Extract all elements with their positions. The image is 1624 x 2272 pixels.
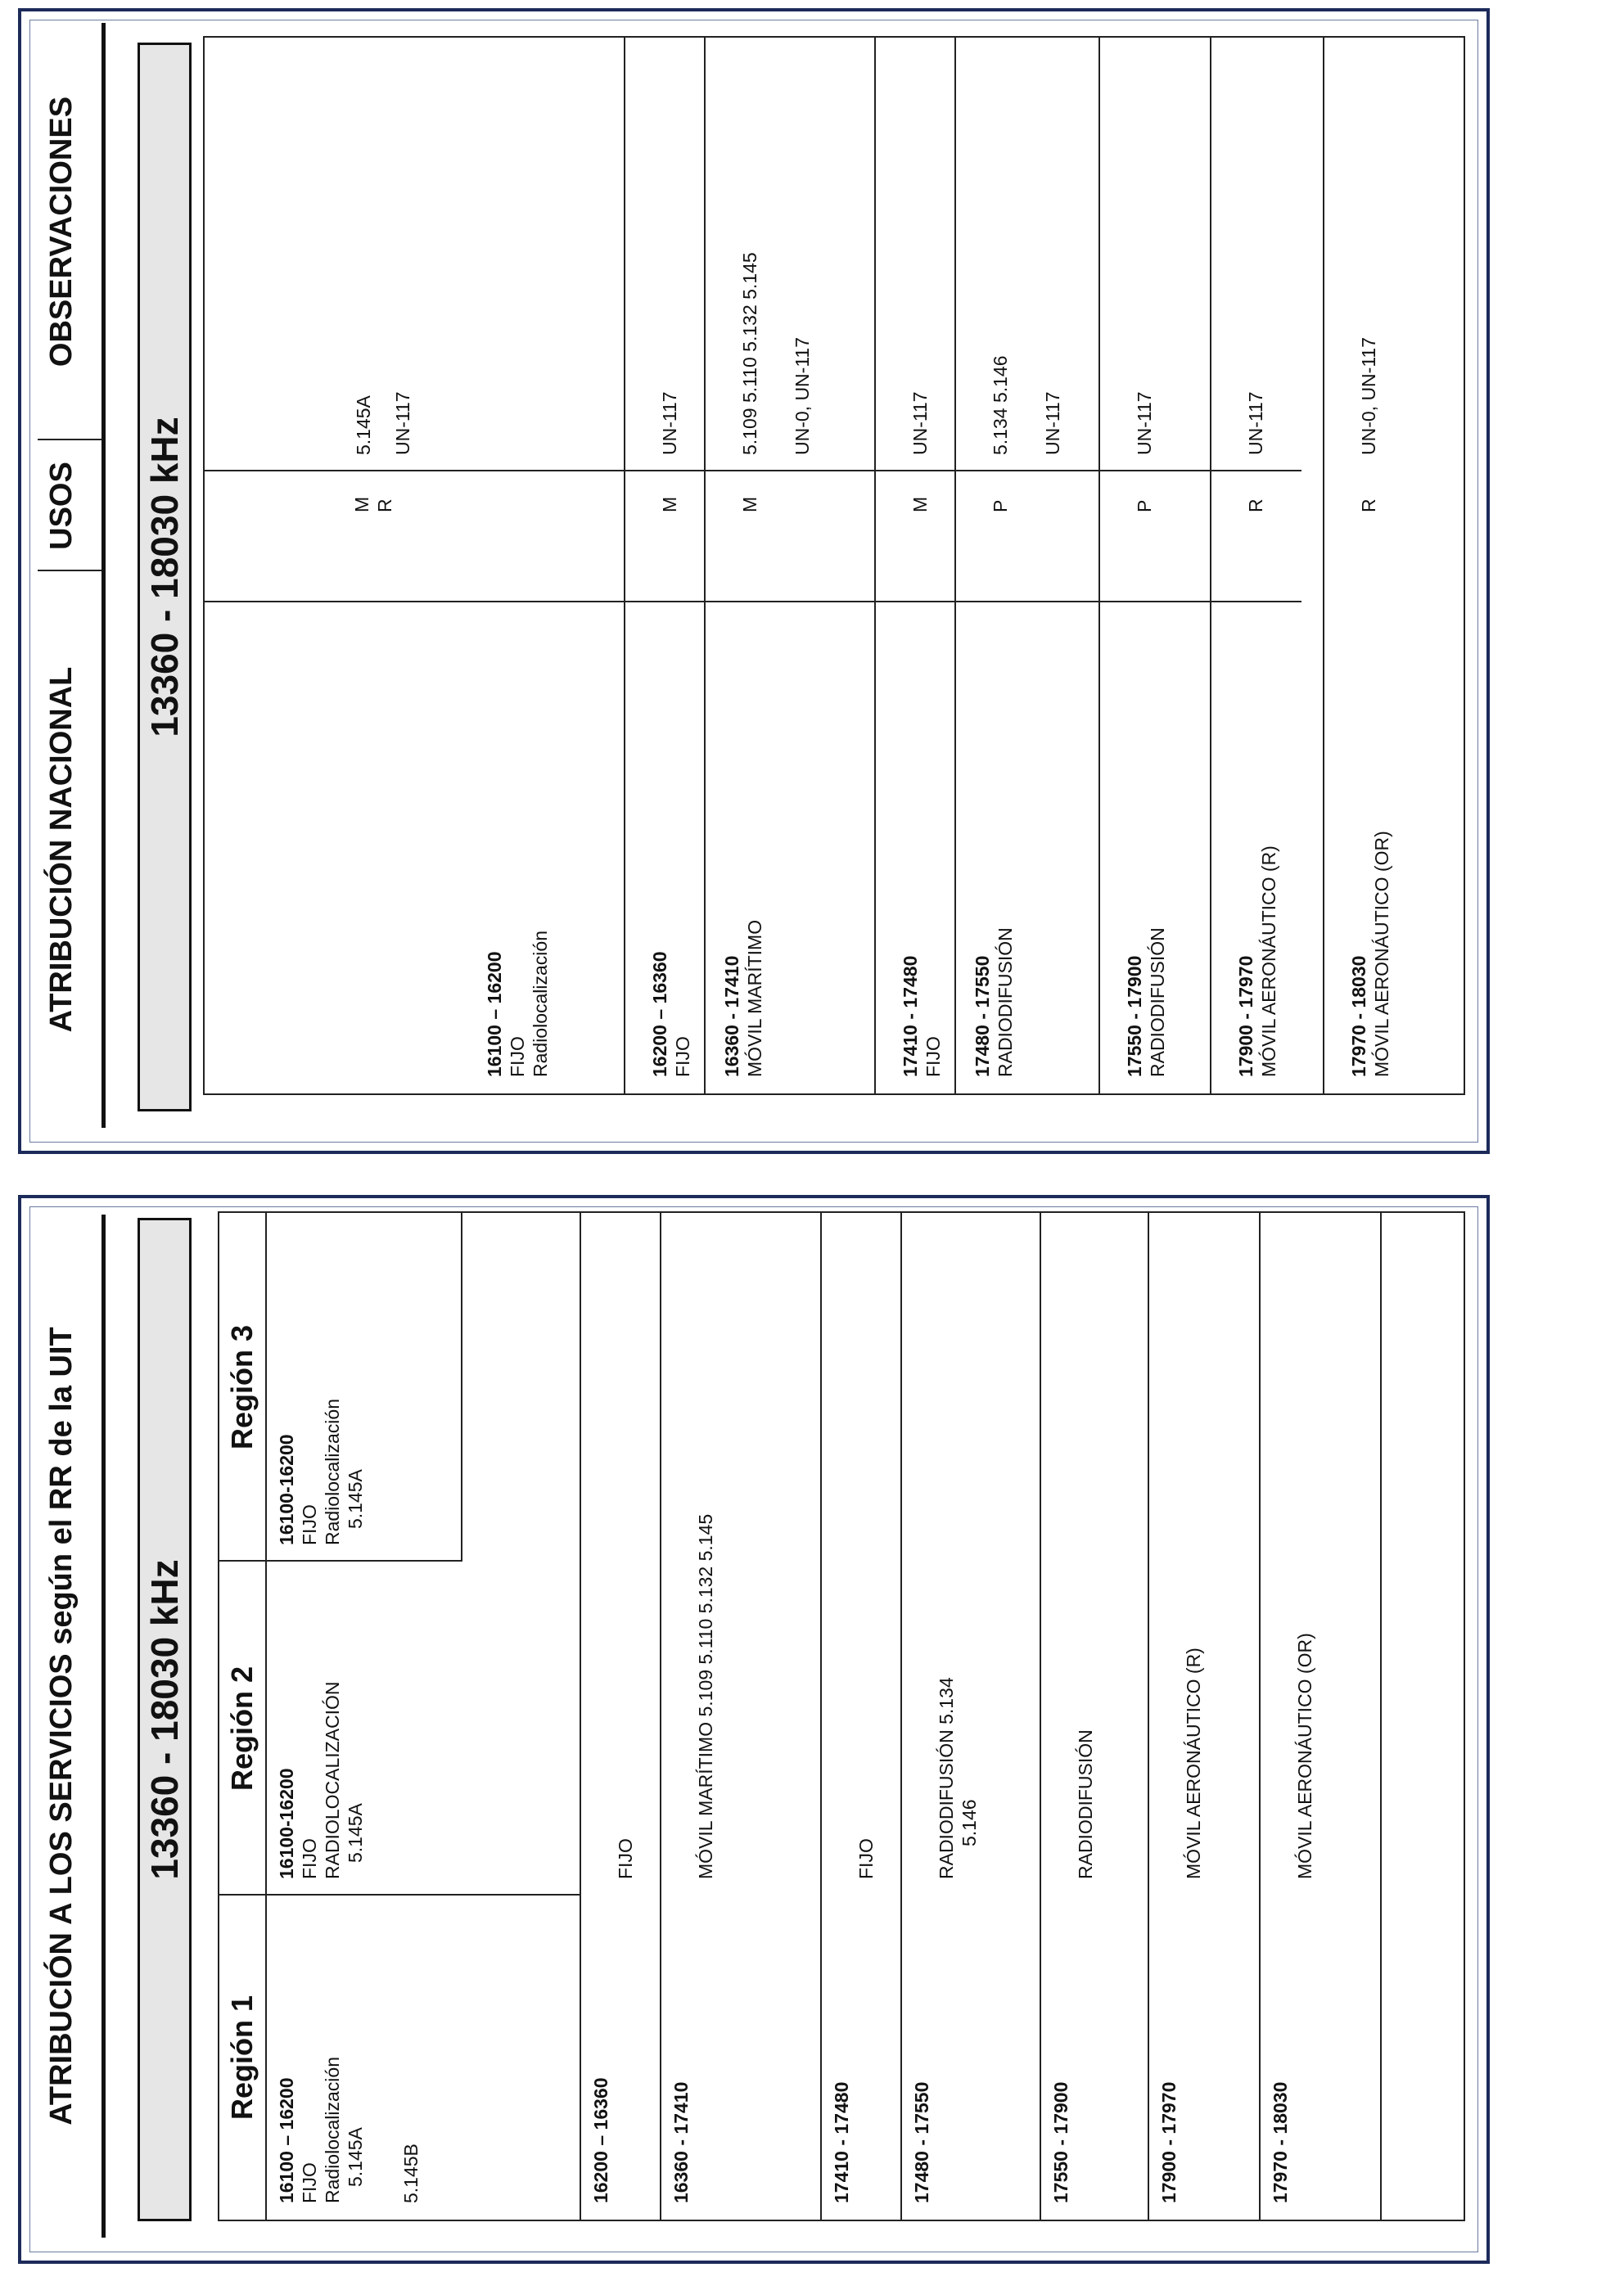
nacional-range: 17480 - 17550	[972, 955, 993, 1077]
nacional-rotated-content	[21, 11, 1480, 1144]
uit-row-17900	[1148, 1213, 1261, 2220]
nacional-uso: P	[990, 499, 1011, 512]
uit-header-region2: Región 2	[225, 1666, 259, 1792]
nacional-header	[21, 23, 106, 1128]
nacional-header-atribucion: ATRIBUCIÓN NACIONAL	[43, 666, 79, 1033]
nacional-obs-cell	[205, 38, 624, 471]
nacional-uso: P	[1134, 499, 1155, 512]
uit-row-17410	[820, 1213, 902, 2220]
nacional-row-16360	[704, 38, 876, 1093]
uit-service: FIJO	[855, 1838, 877, 1879]
nacional-range: 16100 – 16200	[484, 951, 505, 1077]
nacional-table	[203, 36, 1465, 1095]
nacional-service: FIJO	[672, 1036, 693, 1077]
nacional-usos-cell	[205, 471, 624, 602]
uit-r3-range: 16100-16200	[276, 1434, 297, 1545]
uit-row-17970	[1259, 1213, 1382, 2220]
uit-r1-service: Radiolocalización	[322, 2057, 343, 2203]
uit-service: RADIODIFUSIÓN 5.134	[936, 1677, 957, 1879]
uit-range: 16200 – 16360	[590, 2077, 611, 2203]
uit-range: 16360 - 17410	[670, 2081, 692, 2203]
nacional-uso: M	[739, 496, 760, 512]
nacional-uso: M	[659, 496, 680, 512]
uit-r2-cell	[267, 1562, 581, 1896]
nacional-service-cell	[625, 602, 706, 1093]
uit-title	[21, 1215, 106, 2238]
nacional-uso: R	[1245, 498, 1266, 512]
uit-band	[138, 1218, 192, 2221]
nacional-obs: UN-0, UN-117	[792, 337, 813, 455]
nacional-service-cell	[706, 602, 876, 1093]
uit-r1-note: 5.145B	[400, 2144, 422, 2203]
nacional-service-cell	[205, 602, 624, 1093]
uit-range: 17550 - 17900	[1050, 2081, 1071, 2203]
nacional-row-16100	[205, 38, 624, 1093]
nacional-service: RADIODIFUSIÓN	[1147, 927, 1168, 1077]
uit-r1-service: FIJO	[299, 2162, 320, 2203]
uit-range: 17900 - 17970	[1158, 2081, 1180, 2203]
uit-panel	[18, 1195, 1490, 2264]
nacional-uso: M	[351, 496, 372, 512]
uit-r1-range: 16100 – 16200	[276, 2077, 297, 2203]
uit-range: 17970 - 18030	[1270, 2081, 1291, 2203]
nacional-service: FIJO	[923, 1036, 944, 1077]
uit-r1-note: 5.145A	[345, 2127, 366, 2187]
uit-range: 17410 - 17480	[831, 2081, 852, 2203]
nacional-service-cell	[876, 602, 956, 1093]
nacional-obs: UN-117	[1245, 391, 1266, 455]
uit-r2-service: FIJO	[299, 1838, 320, 1879]
uit-r3-cell	[267, 1213, 581, 1562]
nacional-range: 17900 - 17970	[1235, 955, 1256, 1077]
nacional-range: 16360 - 17410	[721, 955, 742, 1077]
nacional-service-cell	[956, 602, 1100, 1093]
nacional-row-17480	[954, 38, 1100, 1093]
uit-r3-service: FIJO	[299, 1504, 320, 1545]
uit-service-cell	[902, 1213, 1041, 1896]
nacional-obs-cell	[706, 38, 876, 471]
nacional-obs: UN-117	[1134, 391, 1155, 455]
nacional-row-17900	[1210, 38, 1324, 1093]
uit-service: MÓVIL AERONÁUTICO (OR)	[1294, 1633, 1315, 1879]
nacional-obs: UN-117	[1042, 391, 1063, 455]
nacional-header-usos: USOS	[43, 462, 79, 550]
nacional-uso: M	[909, 496, 931, 512]
uit-title-text: ATRIBUCIÓN A LOS SERVICIOS según el RR de la UIT	[43, 1327, 79, 2125]
uit-row-16100	[265, 1213, 581, 2220]
nacional-range: 17410 - 17480	[900, 955, 921, 1077]
nacional-header-observaciones: OBSERVACIONES	[43, 96, 79, 367]
nacional-header-divider	[38, 570, 102, 571]
uit-r3-note: 5.145A	[345, 1469, 366, 1529]
nacional-obs: 5.145A	[353, 395, 374, 455]
uit-band-text: 13360 - 18030 kHz	[143, 1559, 186, 1880]
nacional-service-cell	[1324, 602, 1447, 1093]
uit-row-17480	[900, 1213, 1041, 2220]
uit-row-17550	[1040, 1213, 1149, 2220]
nacional-panel	[18, 8, 1490, 1154]
uit-r2-range: 16100-16200	[276, 1768, 297, 1879]
nacional-range: 16200 – 16360	[649, 951, 670, 1077]
uit-r2-service: RADIOLOCALIZACIÓN	[322, 1681, 343, 1879]
nacional-obs: UN-117	[659, 391, 680, 455]
nacional-uso: R	[1358, 498, 1379, 512]
uit-header-region3: Región 3	[225, 1325, 259, 1450]
uit-service: FIJO	[615, 1838, 636, 1879]
uit-service: RADIODIFUSIÓN	[1075, 1729, 1096, 1879]
nacional-obs: 5.109 5.110 5.132 5.145	[739, 252, 760, 455]
nacional-band-text: 13360 - 18030 kHz	[143, 417, 186, 737]
nacional-obs: 5.134 5.146	[990, 355, 1011, 455]
uit-r2-note: 5.145A	[345, 1803, 366, 1863]
nacional-service-cell	[1100, 602, 1211, 1093]
uit-r3-bottom	[461, 1213, 462, 1562]
nacional-range: 17970 - 18030	[1348, 955, 1369, 1077]
nacional-range: 17550 - 17900	[1124, 955, 1145, 1077]
uit-r3-service: Radiolocalización	[322, 1399, 343, 1545]
nacional-service: FIJO	[507, 1036, 528, 1077]
uit-service: MÓVIL MARÍTIMO 5.109 5.110 5.132 5.145	[695, 1513, 716, 1879]
nacional-row-17410	[874, 38, 956, 1093]
nacional-uso: R	[374, 498, 395, 512]
nacional-service: MÓVIL MARÍTIMO	[744, 919, 765, 1077]
uit-rotated-content	[21, 1198, 1480, 2254]
nacional-service-cell	[1211, 602, 1324, 1093]
uit-service-note: 5.146	[959, 1799, 980, 1846]
nacional-row-17970	[1323, 38, 1447, 1093]
nacional-header-divider	[38, 439, 102, 440]
nacional-service: MÓVIL AERONÁUTICO (OR)	[1371, 831, 1392, 1077]
nacional-service: MÓVIL AERONÁUTICO (R)	[1258, 845, 1279, 1077]
nacional-obs: UN-117	[392, 391, 413, 455]
uit-row-16360	[660, 1213, 822, 2220]
nacional-obs-cell	[956, 38, 1100, 471]
nacional-row-17550	[1098, 38, 1211, 1093]
uit-table	[218, 1211, 1465, 2221]
nacional-row-16200	[624, 38, 706, 1093]
uit-row-empty	[1380, 1213, 1464, 2220]
nacional-obs: UN-0, UN-117	[1358, 337, 1379, 455]
nacional-service: Radiolocalización	[530, 931, 551, 1077]
nacional-band	[138, 43, 192, 1111]
uit-range: 17480 - 17550	[911, 2081, 932, 2203]
uit-row-16200	[580, 1213, 661, 2220]
uit-service: MÓVIL AERONÁUTICO (R)	[1183, 1648, 1204, 1879]
uit-r1-cell	[267, 1896, 581, 2220]
nacional-obs: UN-117	[909, 391, 931, 455]
nacional-service: RADIODIFUSIÓN	[995, 927, 1016, 1077]
uit-header-region1: Región 1	[225, 1995, 259, 2121]
